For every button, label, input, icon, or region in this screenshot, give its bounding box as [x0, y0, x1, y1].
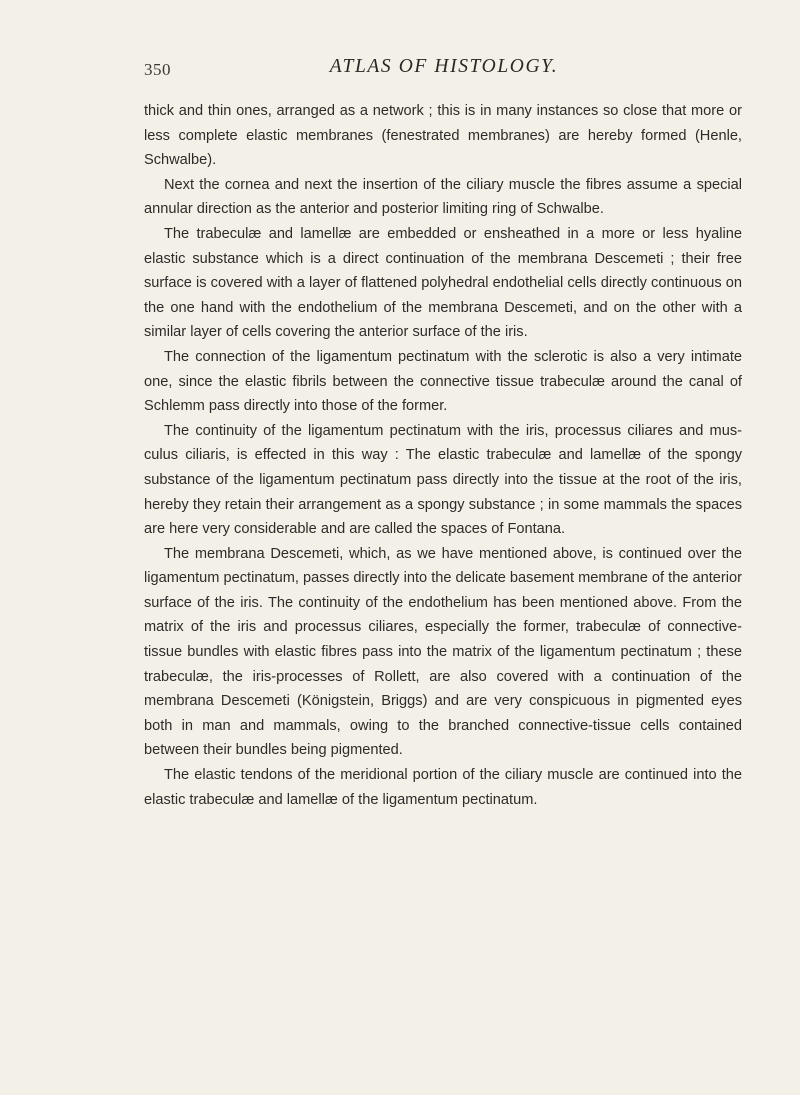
- body-text: [144, 99, 742, 812]
- paragraph: The continuity of the ligamentum pectinatum with the iris, processus ciliares and musculus ciliaris, is effected in this way : The elastic trabeculæ and lamellæ of the spongy substance of the ligamentum pectinatum pass directly into the tissue at the root of the iris, hereby they retain their arrangement as a spongy substance ; in some mammals the spaces are here very considerable and are called the spaces of Fontana.: [144, 422, 742, 538]
- paragraph: The elastic tendons of the meridional portion of the ciliary muscle are continued into the elastic trabeculæ and lamellæ of the ligamentum pectinatum.: [144, 767, 742, 808]
- page-number: 350: [144, 60, 171, 79]
- paragraph-continued: thick and thin ones, arranged as a network ; this is in many instances so close that more or less complete elastic membranes (fenestrated membranes) are hereby formed (Henle, Schwalbe).: [144, 103, 742, 169]
- paragraph: The connection of the ligamentum pectinatum with the sclerotic is also a very intimate one, since the elastic fibrils between the connective tissue trabeculæ around the canal of Schlemm pass directly into those of the former.: [144, 348, 742, 415]
- paragraph: The trabeculæ and lamellæ are embedded or ensheathed in a more or less hyaline elastic substance which is a direct continuation of the membrana Descemeti ; their free surface is covered with a layer of flattened polyhedral endothelial cells directly continuous on the one hand with the endothelium of the membrana Descemeti, and on the other with a similar layer of cells covering the anterior surface of the iris.: [144, 225, 742, 341]
- paragraph: The membrana Descemeti, which, as we have mentioned above, is continued over the ligamentum pectinatum, passes directly into the delicate basement membrane of the anterior surface of the iris. The continuity of the endothelium has been mentioned above. From the matrix of the iris and processus ciliares, especially the former, trabeculæ of connective-tissue bundles with elastic fibres pass into the matrix of the ligamentum pectinatum ; these trabeculæ, the iris-processes of Rollett, are also covered with a continuation of the membrana Descemeti (Königstein, Briggs) and are very conspicuous in pigmented eyes both in man and mammals, owing to the branched connective-tissue cells contained between their bundles being pigmented.: [144, 545, 742, 759]
- running-title: ATLAS OF HISTOLOGY.: [329, 56, 559, 77]
- page-header: [144, 56, 744, 90]
- paragraph: Next the cornea and next the insertion of the ciliary muscle the fibres assume a special annular direction as the anterior and posterior limiting ring of Schwalbe.: [144, 176, 742, 218]
